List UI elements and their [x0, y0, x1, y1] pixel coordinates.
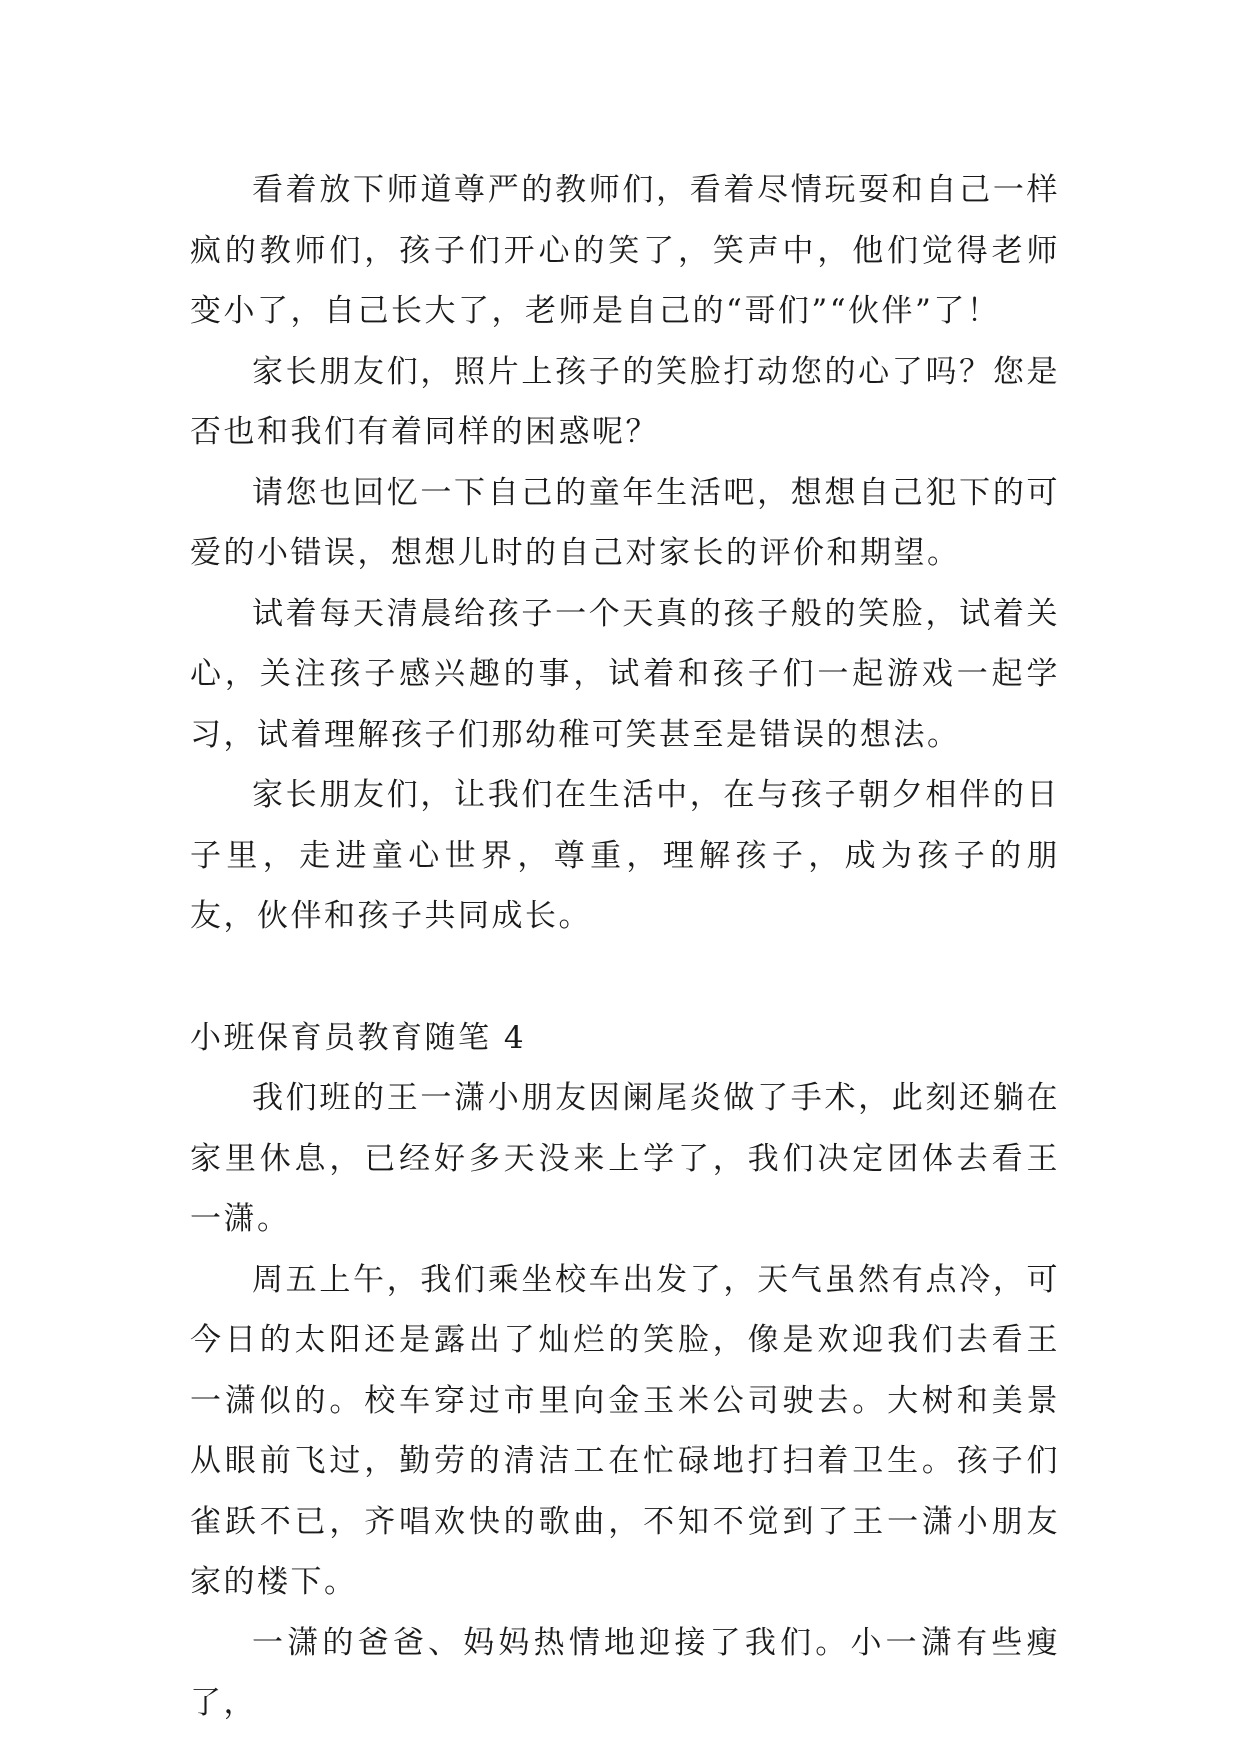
section-title: 小班保育员教育随笔 4 — [190, 1019, 527, 1056]
paragraph: 家长朋友们，照片上孩子的笑脸打动您的心了吗？您是否也和我们有着同样的困惑呢？ — [190, 353, 1060, 450]
paragraph: 一潇的爸爸、妈妈热情地迎接了我们。小一潇有些瘦了， — [190, 1624, 1060, 1721]
page-body — [190, 160, 1060, 1734]
paragraph: 家长朋友们，让我们在生活中，在与孩子朝夕相伴的日子里，走进童心世界，尊重，理解孩子，成为孩子的朋友，伙伴和孩子共同成长。 — [190, 777, 1060, 934]
paragraph: 我们班的王一潇小朋友因阑尾炎做了手术，此刻还躺在家里休息，已经好多天没来上学了，我们决定团体去看王一潇。 — [190, 1080, 1060, 1237]
paragraph: 看着放下师道尊严的教师们，看着尽情玩耍和自己一样疯的教师们，孩子们开心的笑了，笑声中，他们觉得老师变小了，自己长大了，老师是自己的“哥们”“伙伴”了！ — [190, 172, 1060, 329]
paragraph: 周五上午，我们乘坐校车出发了，天气虽然有点冷，可今日的太阳还是露出了灿烂的笑脸，像是欢迎我们去看王一潇似的。校车穿过市里向金玉米公司驶去。大树和美景从眼前飞过，勤劳的清洁工在忙碌地打扫着卫生。孩子们雀跃不已，齐唱欢快的歌曲，不知不觉到了王一潇小朋友家的楼下。 — [190, 1261, 1060, 1600]
section-spacer — [190, 947, 1060, 1008]
paragraph: 试着每天清晨给孩子一个天真的孩子般的笑脸，试着关心，关注孩子感兴趣的事，试着和孩子们一起游戏一起学习，试着理解孩子们那幼稚可笑甚至是错误的想法。 — [190, 595, 1060, 753]
paragraph: 请您也回忆一下自己的童年生活吧，想想自己犯下的可爱的小错误，想想儿时的自己对家长的评价和期望。 — [190, 474, 1060, 571]
